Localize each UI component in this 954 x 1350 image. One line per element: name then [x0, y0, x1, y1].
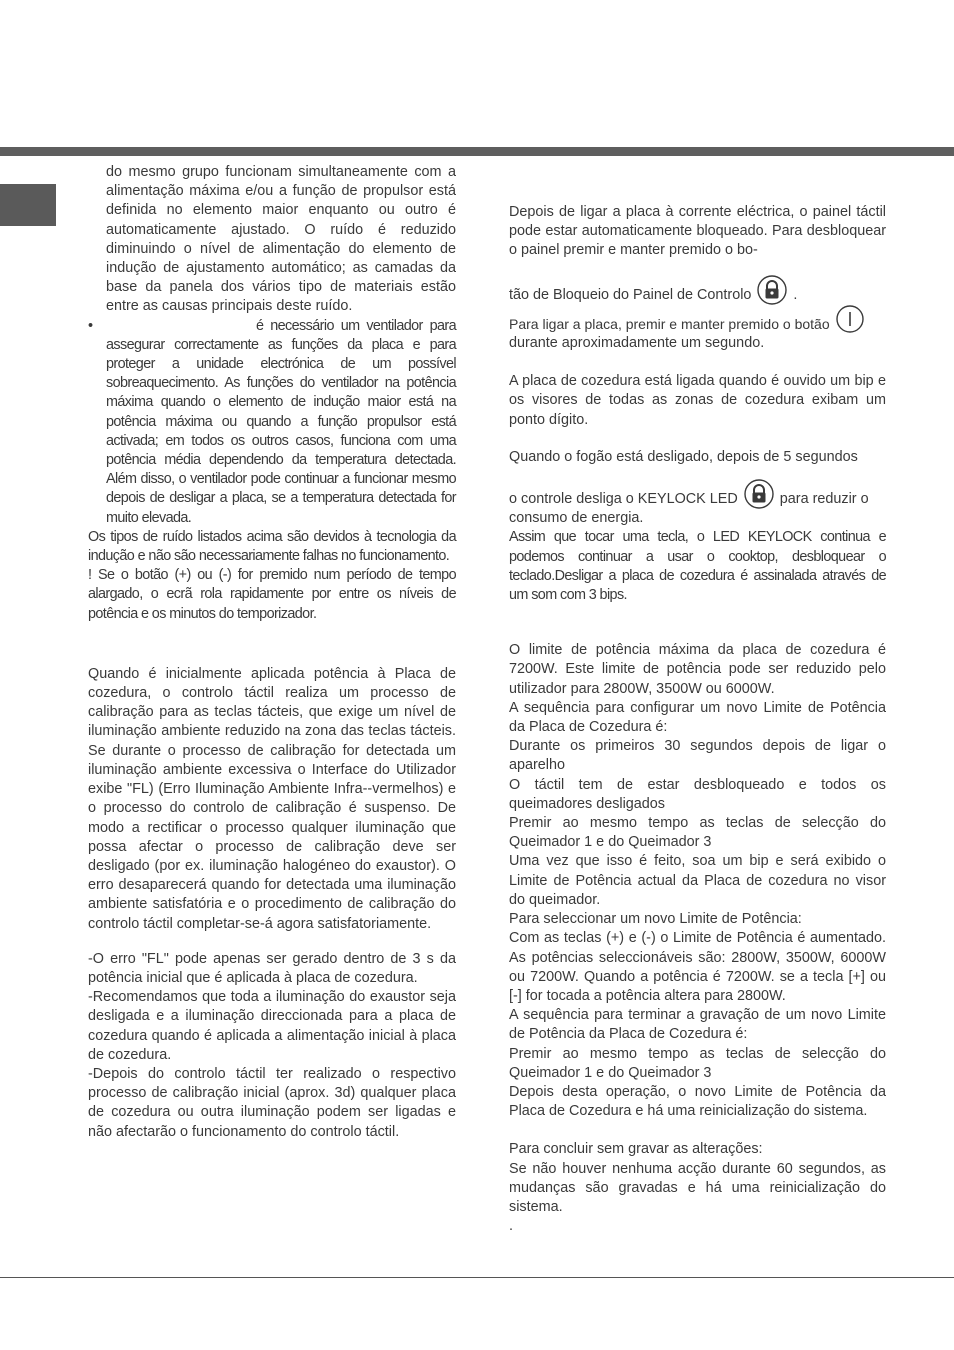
cancel-title: Para concluir sem gravar as alterações:	[509, 1141, 763, 1158]
power-limit-step-1: Durante os primeiros 30 segundos depois de ligar o aparelho	[509, 738, 886, 774]
padlock-icon	[757, 275, 787, 305]
fan-bullet	[88, 317, 456, 528]
right-column	[509, 203, 886, 1236]
bullet-mark: •	[88, 317, 94, 334]
calibration-paragraph: Quando é inicialmente aplicada potência à Placa de cozedura, o controlo táctil realiza um processo de calibração para as teclas tácteis, que exige um nível de iluminação ambiente reduzido na zona das teclas tácteis. Se durante o processo de calibração for detectada um iluminação ambiente excessiva o Interface do Utilizador exibe "FL) (Erro Iluminação Ambiente Infra--vermelhos) e o processo do controlo de calibração é suspenso. De modo a rectificar o processo qualquer iluminação que possa afectar o processo de calibração deve ser desligado (por ex. iluminação halogéneo do exaustor). O erro desaparecerá quando for detectada uma iluminação ambiente satisfatória e o procedimento de calibração do controlo táctil completar-se-á agora satisfatoriamente.	[88, 665, 456, 932]
power-on-confirm: A placa de cozedura está ligada quando é ouvido um bip e os visores de todas as zonas de cozedura exibam um ponto dígito.	[509, 373, 886, 428]
calibration-note-2: -Recomendamos que toda a iluminação do exaustor seja desligada e a iluminação direccionada para a placa de cozedura quando é aplicada a alimentação inicial à placa de cozedura.	[88, 989, 456, 1063]
power-on-line: Para ligar a placa, premir e manter premido o botão	[509, 305, 886, 334]
power-limit-reset: Depois desta operação, o novo Limite de Potência da Placa de Cozedura e há uma reinicialização do sistema.	[509, 1083, 886, 1120]
calibration-note-1: -O erro "FL" pode apenas ser gerado dentro de 3 s da potência inicial que é aplicada à placa de cozedura.	[88, 950, 456, 986]
keylock-line: o controle desliga o KEYLOCK LED para reduzir o	[509, 467, 886, 509]
keylock-paragraph: Quando o fogão está desligado, depois de 5 segundos	[509, 448, 858, 465]
power-icon	[836, 305, 864, 333]
power-limit-step-4: Uma vez que isso é feito, soa um bip e será exibido o Limite de Potência actual da Placa de cozedura no visor do queimador.	[509, 853, 886, 908]
power-limit-step-2: O táctil tem de estar desbloqueado e todos os queimadores desligados	[509, 776, 886, 812]
unlock-paragraph: Depois de ligar a placa à corrente eléctrica, o painel táctil pode estar automaticamente bloqueado. Para desbloquear o painel premir e manter premido o bo-	[509, 204, 886, 259]
unlock-text: tão de Bloqueio do Painel de Controlo	[509, 286, 752, 303]
noise-note: Os tipos de ruído listados acima são devidos à tecnologia da indução e não são necessariamente falhas no funcionamento.	[88, 528, 456, 565]
footer-rule	[0, 1277, 954, 1278]
power-limit-config: A sequência para configurar um novo Limite de Potência da Placa de Cozedura é:	[509, 699, 886, 736]
power-limit-intro: O limite de potência máxima da placa de cozedura é 7200W. Este limite de potência pode ser reduzido pelo utilizador para 2800W, 3500W ou 6000W.	[509, 642, 886, 697]
power-limit-step-3: Premir ao mesmo tempo as teclas de selecção do Queimador 1 e do Queimador 3	[509, 815, 886, 851]
power-limit-options: Com as teclas (+) e (-) o Limite de Potência é aumentado. As potências seleccionáveis são: 2800W, 3500W, 6000W ou 7200W. Quando a potência é 7200W. se a tecla [+] ou [-] for tocada a potência altera para 2800W.	[509, 930, 886, 1004]
cancel-paragraph: Se não houver nenhuma acção durante 60 segundos, as mudanças são gravadas e há uma reinicialização do sistema.	[509, 1160, 886, 1215]
noise-paragraph-1: do mesmo grupo funcionam simultaneamente com a alimentação máxima e/ou a função de propulsor está definida no elemento maior enquanto ou outro é automaticamente ajustado. O ruído é reduzido diminuindo o nível de alimentação do elemento de indução de ajustamento automático; as camadas da base da panela dos vários tipo de materiais estão entre as causas principais deste ruído.	[106, 164, 456, 315]
power-on-duration: durante aproximadamente um segundo.	[509, 335, 765, 352]
power-limit-save: A sequência para terminar a gravação de um novo Limite de Potência da Placa de Cozedura é:	[509, 1007, 886, 1043]
padlock-icon	[744, 479, 774, 509]
calibration-note-3: -Depois do controlo táctil ter realizado o respectivo processo de calibração inicial (aprox. 3d) qualquer placa de cozedura ou outra iluminação podem ser ligadas e não afectarão o funcionamento do controlo táctil.	[88, 1065, 456, 1140]
header-rule	[0, 147, 954, 156]
unlock-line	[509, 261, 886, 305]
keylock-consumption: consumo de energia.	[509, 510, 644, 527]
unlock-end: .	[793, 286, 798, 303]
trailing-dot: .	[509, 1218, 513, 1235]
left-column	[88, 163, 456, 1142]
keylock-continue: Assim que tocar uma tecla, o LED KEYLOCK continua e podemos continuar a usar o cooktop, desbloquear o teclado.Desligar a placa de cozedura é assinalada através de um som com 3 bips.	[509, 529, 886, 604]
power-limit-save-step: Premir ao mesmo tempo as teclas de selecção do Queimador 1 e do Queimador 3	[509, 1045, 886, 1081]
fan-paragraph: é necessário um ventilador para assegurar correctamente as funções da placa e para proteger a unidade electrónica de um possível sobreaquecimento. As funções do ventilador na potência máxima quando o elemento de indução maior está na potência máxima ou quando a função propulsor está activada; em todos os outros casos, funciona com uma potência média dependendo da temperatura detectada. Além disso, o ventilador pode continuar a funcionar mesmo depois de desligar a placa, se a temperatura detectada for muito elevada.	[106, 317, 456, 526]
power-limit-select: Para seleccionar um novo Limite de Potência:	[509, 911, 802, 928]
warning-note: ! Se o botão (+) ou (-) for premido num período de tempo alargado, o ecrã rola rapidamente por entre os níveis de potência e os minutos do temporizador.	[88, 567, 456, 622]
language-tab	[0, 184, 56, 226]
